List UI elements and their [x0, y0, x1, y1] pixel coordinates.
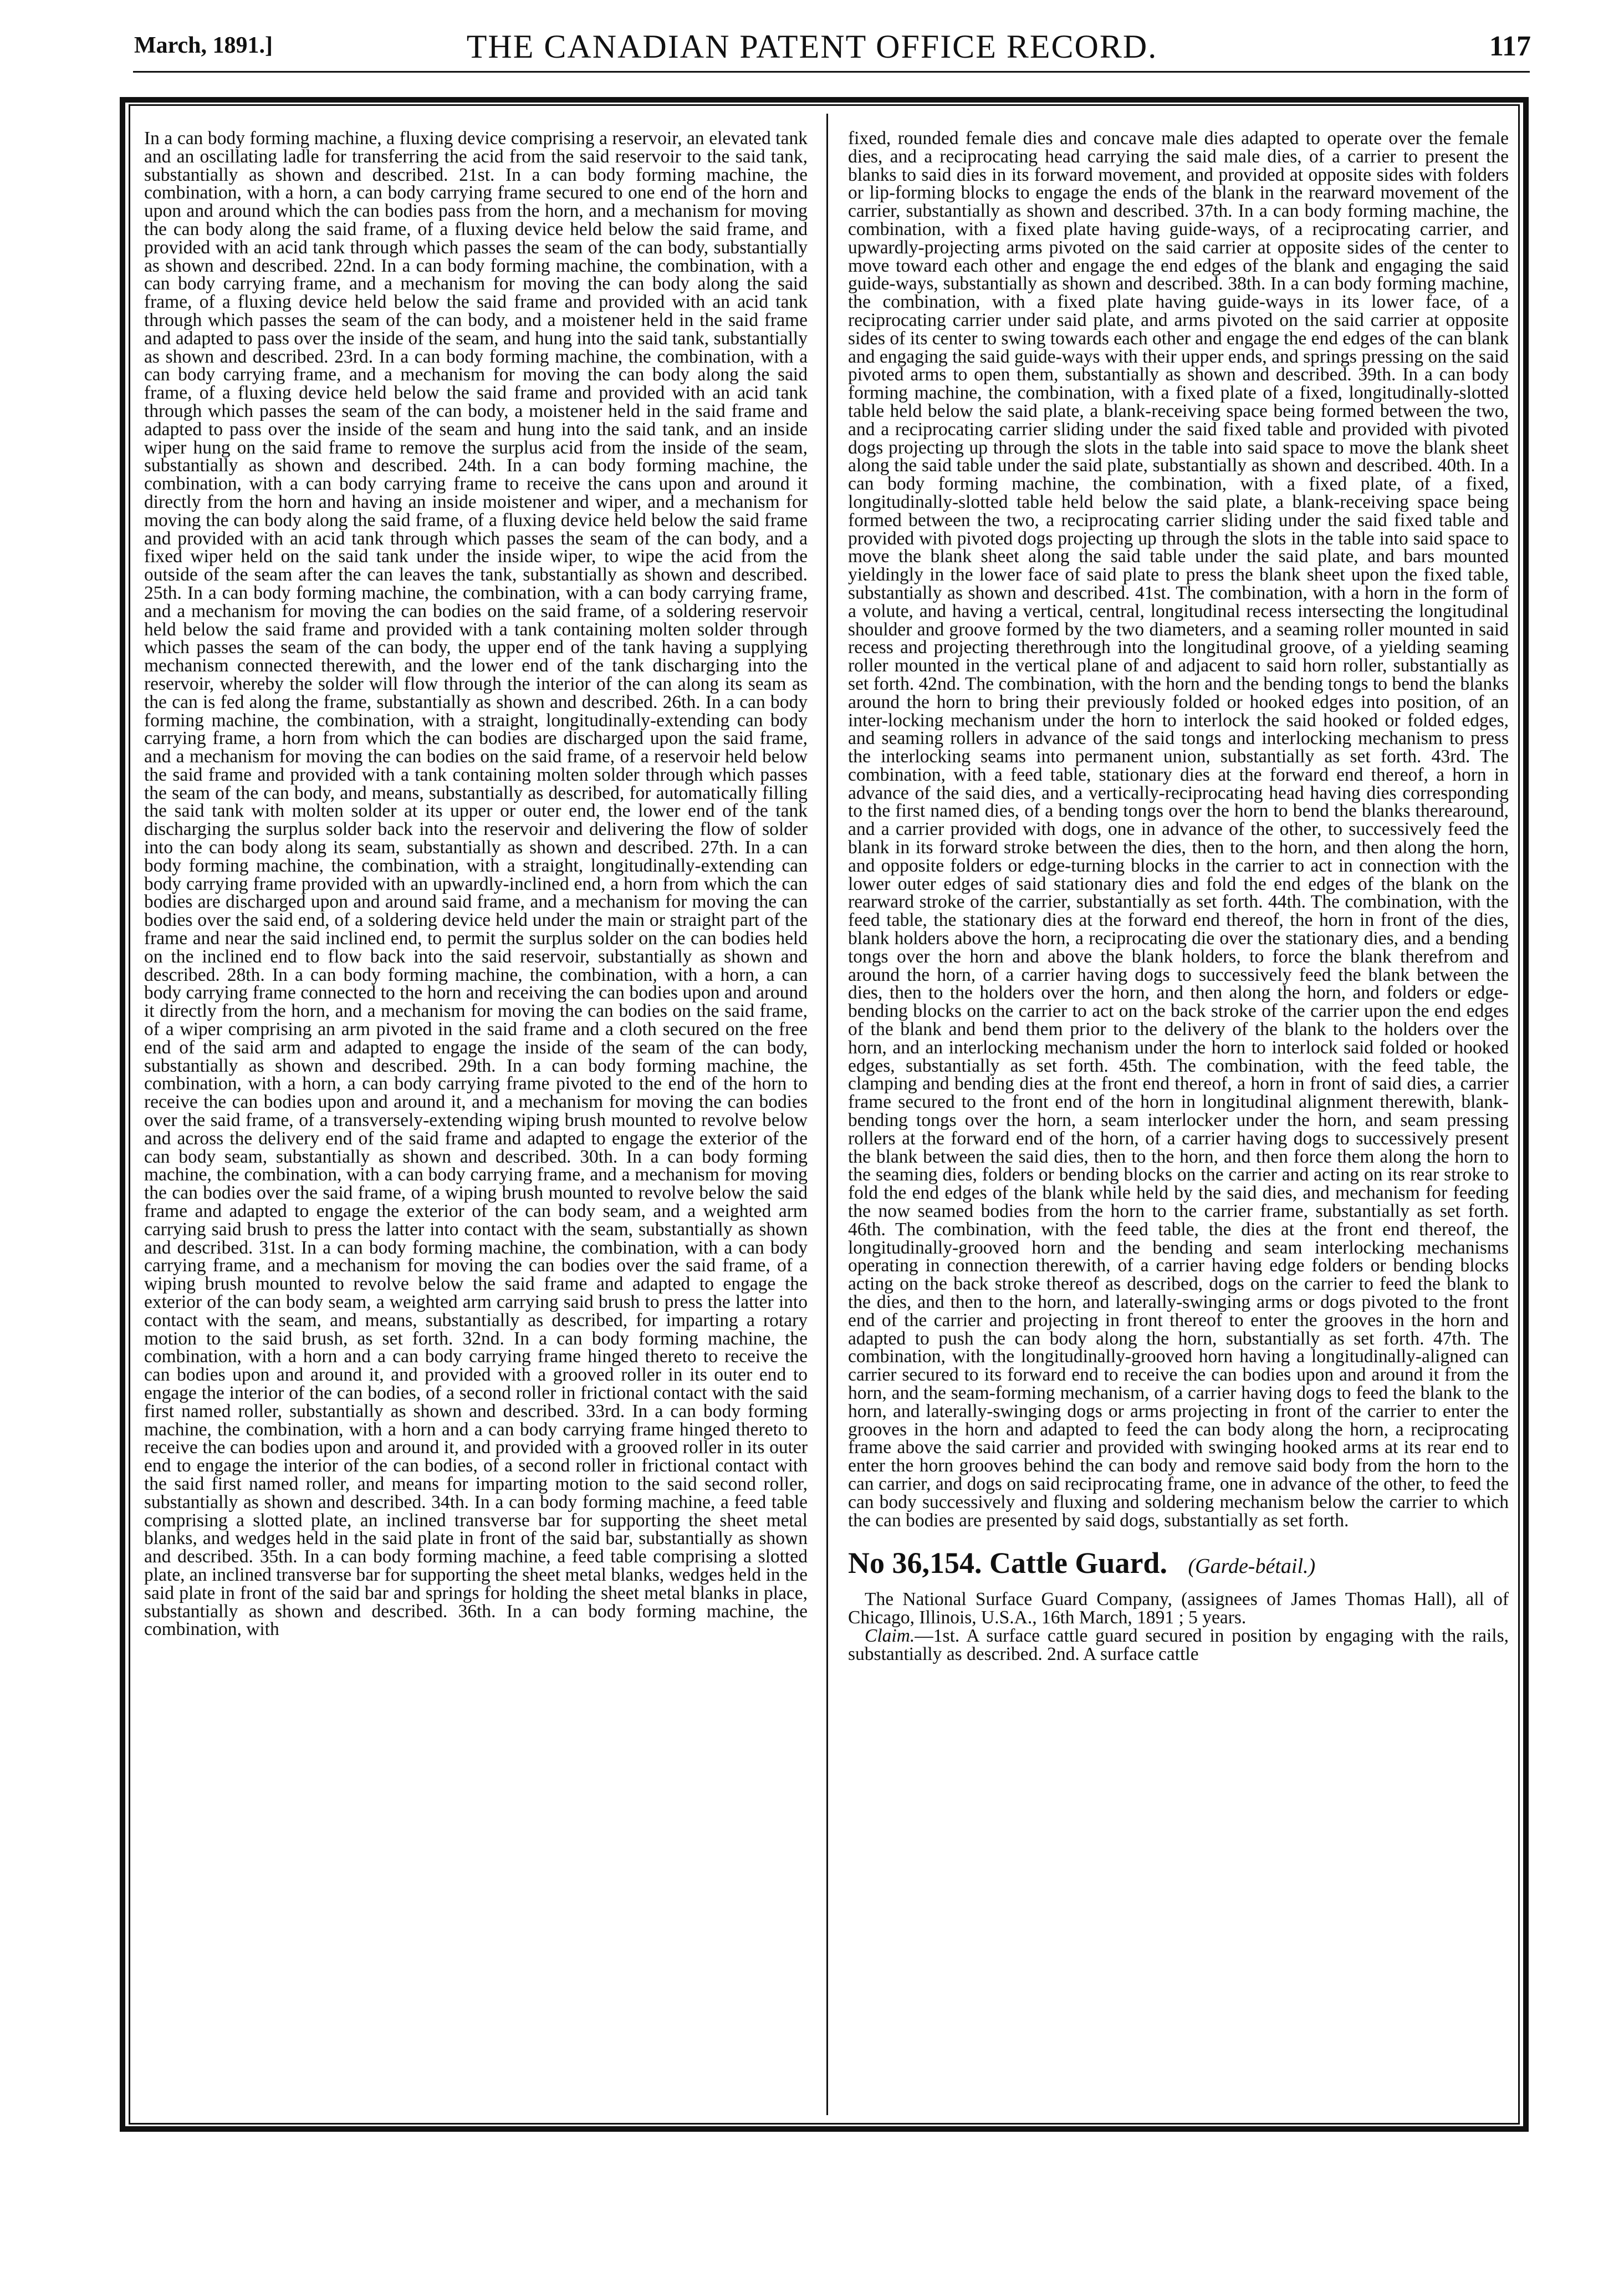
column-divider — [826, 114, 828, 2115]
patent-assignee: The National Surface Guard Company, (assignees of James Thomas Hall), all of Chicago, Illinois, U.S.A., 16th March, 1891 ; 5 years. — [848, 1589, 1509, 1628]
left-column — [144, 130, 808, 2101]
claim-text: —1st. A surface cattle guard secured in position by engaging with the rails, substantially as described. 2nd. A surface cattle — [848, 1625, 1509, 1664]
header-rule — [133, 71, 1530, 73]
patent-claim — [848, 1627, 1509, 1664]
patent-number: No 36,154. — [848, 1546, 982, 1580]
right-column-text: fixed, rounded female dies and concave male dies adapted to operate over the female dies, and a reciprocating head carrying the said male dies, of a carrier to present the blanks to said dies in its forward movement, and provided at opposite sides with folders or lip-forming blocks to engage the ends of the blank in the rearward movement of the carrier, substantially as shown and described. 37th. In a can body forming machine, the combination, with a fixed plate having guide-ways, of a reciprocating carrier, and upwardly-projecting arms pivoted on the said carrier at opposite sides of the center to move toward each other and engage the end edges of the blank and engaging the said guide-ways, substantially as shown and described. 38th. In a can body forming machine, the combination, with a fixed plate having guide-ways in its lower face, of a reciprocating carrier under said plate, and arms pivoted on the said carrier at opposite sides of its center to swing towards each other and engage the end edges of the can blank and engaging the said guide-ways with their upper ends, and springs pressing on the said pivoted arms to open them, substantially as shown and described. 39th. In a can body forming machine, the combination, with a fixed plate of a fixed, longitudinally-slotted table held below the said plate, a blank-receiving space being formed between the two, and a reciprocating carrier sliding under the said fixed table and provided with pivoted dogs projecting up through the slots in the table into said space to move the blank sheet along the said table under the said plate, substantially as shown and described. 40th. In a can body forming machine, the combination, with a fixed plate, of a fixed, longitudinally-slotted table held below the said plate, a blank-receiving space being formed between the two, a reciprocating carrier sliding under the said fixed table and provided with pivoted dogs projecting up through the slots in the table into said space to move the blank sheet along the said table under the said plate, and bars mounted yieldingly in the lower face of said plate to press the blank sheet upon the fixed table, substantially as shown and described. 41st. The combination, with a horn in the form of a volute, and having a vertical, central, longitudinal recess intersecting the longitudinal shoulder and groove formed by the two diameters, and a seaming roller mounted in said recess and projecting therethrough into the longitudinal groove, of a yielding seaming roller mounted in the vertical plane of and adjacent to said horn roller, substantially as set forth. 42nd. The combination, with the horn and the bending tongs to bend the blanks around the horn to bring their previously folded or hooked edges into position, of an inter-locking mechanism under the horn to interlock the said hooked or folded edges, and seaming rollers in advance of the said tongs and interlocking mechanism to press the interlocking seams into permanent union, substantially as set forth. 43rd. The combination, with a feed table, stationary dies at the forward end thereof, a horn in advance of the said dies, and a vertically-reciprocating head having dies corresponding to the first named dies, of a bending tongs over the horn to bend the blanks therearound, and a carrier provided with dogs, one in advance of the other, to successively feed the blank in its forward stroke between the dies, then to the horn, and then along the horn, and opposite folders or edge-turning blocks in the carrier to act in connection with the lower outer edges of said stationary dies and fold the end edges of the blank on the rearward stroke of the carrier, substantially as set forth. 44th. The combination, with the feed table, the stationary dies at the forward end thereof, the horn in front of the dies, blank holders above the horn, a reciprocating die over the stationary dies, and a bending tongs over the horn and above the blank holders, to force the blank therefrom and around the horn, of a carrier having dogs to successively feed the blank between the dies, then to the holders over the horn, and then along the horn, and folders or edge-bending blocks on the carrier to act on the back stroke of the carrier upon the end edges of the blank and bend them prior to the delivery of the blank to the holders over the horn, and an interlocking mechanism under the horn to interlock said folded or hooked edges, substantially as set forth. 45th. The combination, with the feed table, the clamping and bending dies at the front end thereof, a horn in front of said dies, a carrier frame secured to the front end of the horn in longitudinal alignment therewith, blank-bending tongs over the horn, a seam interlocker under the horn, and seam pressing rollers at the forward end of the horn, of a carrier having dogs to successively present the blank between the said dies, then to the horn, and then force them along the horn to the seaming dies, folders or bending blocks on the carrier and acting on its rear stroke to fold the end edges of the blank while held by the said dies, and mechanism for feeding the now seamed bodies from the horn to the carrier frame, substantially as set forth. 46th. The combination, with the feed table, the dies at the front end thereof, the longitudinally-grooved horn and the bending and seam interlocking mechanisms operating in connection therewith, of a carrier having edge folders or bending blocks acting on the back stroke thereof as described, dogs on the carrier to feed the blank to the dies, and then to the horn, and laterally-swinging arms or dogs pivoted to the front end of the carrier and projecting in front thereof to enter the grooves in the horn and adapted to push the can body along the horn, substantially as set forth. 47th. The combination, with the longitudinally-grooved horn having a longitudinally-aligned can carrier secured to its forward end to receive the can bodies upon and around it from the horn, and the seam-forming mechanism, of a carrier having dogs to feed the blank to the horn, and laterally-swinging dogs or arms projecting in front of the carrier to enter the grooves in the horn and adapted to feed the can body along the horn, a reciprocating frame above the said carrier and provided with swinging hooked arms at its rear end to enter the horn grooves behind the can body and remove said body from the horn to the can carrier, and dogs on said reciprocating frame, one in advance of the other, to feed the can body successively and fluxing and soldering mechanism below the carrier to which the can bodies are presented by said dogs, substantially as set forth. — [848, 130, 1509, 1531]
header-date: March, 1891.] — [134, 33, 273, 58]
claim-label: Claim. — [865, 1625, 915, 1646]
patent-french-title: (Garde-bétail.) — [1188, 1555, 1316, 1578]
page-number: 117 — [1489, 30, 1531, 62]
patent-title: Cattle Guard. — [989, 1546, 1167, 1580]
left-column-text: In a can body forming machine, a fluxing device comprising a reservoir, an elevated tank and an oscillating ladle for transferring the acid from the said reservoir to the said tank, substantially as shown and described. 21st. In a can body forming machine, the combination, with a horn, a can body carrying frame secured to one end of the horn and upon and around which the can bodies pass from the horn, and a mechanism for moving the can body along the said frame, of a fluxing device held below the said frame, and provided with an acid tank through which passes the seam of the can body, substantially as shown and described. 22nd. In a can body forming machine, the combination, with a can body carrying frame, and a mechanism for moving the can body along the said frame, of a fluxing device held below the said frame and provided with an acid tank through which passes the seam of the can body, and a moistener held in the said frame and adapted to pass over the inside of the seam, and hung into the said tank, substantially as shown and described. 23rd. In a can body forming machine, the combination, with a can body carrying frame, and a mechanism for moving the can body along the said frame, of a fluxing device held below the said frame and provided with an acid tank through which passes the seam of the can body, a moistener held in the said frame and adapted to pass over the inside of the seam and hung into the said tank, and an inside wiper hung on the said frame to remove the surplus acid from the inside of the seam, substantially as shown and described. 24th. In a can body forming machine, the combination, with a can body carrying frame to receive the cans upon and around it directly from the horn and having an inside moistener and wiper, and a mechanism for moving the can body along the said frame, of a fluxing device held below the said frame and provided with an acid tank through which passes the seam of the can body, and a fixed wiper held on the said tank under the inside wiper, to wipe the acid from the outside of the seam after the can leaves the tank, substantially as shown and described. 25th. In a can body forming machine, the combination, with a can body carrying frame, and a mechanism for moving the can bodies on the said frame, of a soldering reservoir held below the said frame and provided with a tank containing molten solder through which passes the seam of the can body, the upper end of the tank having a supplying mechanism connected therewith, and the lower end of the tank discharging into the reservoir, whereby the solder will flow through the interior of the can along its seam as the can is fed along the frame, substantially as shown and described. 26th. In a can body forming machine, the combination, with a straight, longitudinally-extending can body carrying frame, a horn from which the can bodies are discharged upon the said frame, and a mechanism for moving the can bodies on the said frame, of a reservoir held below the said frame and provided with a tank containing molten solder through which passes the seam of the can body, and means, substantially as described, for automatically filling the said tank with molten solder at its upper or outer end, the lower end of the tank discharging the surplus solder back into the reservoir and delivering the flow of solder into the can body along its seam, substantially as shown and described. 27th. In a can body forming machine, the combination, with a straight, longitudinally-extending can body carrying frame provided with an upwardly-inclined end, a horn from which the can bodies are discharged upon and around said frame, and a mechanism for moving the can bodies over the said end, of a soldering device held under the main or straight part of the frame and near the said inclined end, to permit the surplus solder on the can bodies held on the inclined end to flow back into the said reservoir, substantially as shown and described. 28th. In a can body forming machine, the combination, with a horn, a can body carrying frame connected to the horn and receiving the can bodies upon and around it directly from the horn, and a mechanism for moving the can bodies on the said frame, of a wiper comprising an arm pivoted in the said frame and a cloth secured on the free end of the said arm and adapted to engage the inside of the seam of the can body, substantially as shown and described. 29th. In a can body forming machine, the combination, with a horn, a can body carrying frame pivoted to the end of the horn to receive the can bodies upon and around it, and a mechanism for moving the can bodies over the said frame, of a transversely-extending wiping brush mounted to revolve below and across the delivery end of the said frame and adapted to engage the exterior of the can body seam, substantially as shown and described. 30th. In a can body forming machine, the combination, with a can body carrying frame, and a mechanism for moving the can bodies over the said frame, of a wiping brush mounted to revolve below the said frame and adapted to engage the exterior of the can body seam, and a weighted arm carrying said brush to press the latter into contact with the seam, substantially as shown and described. 31st. In a can body forming machine, the combination, with a can body carrying frame, and a mechanism for moving the can bodies over the said frame, of a wiping brush mounted to revolve below the said frame and adapted to engage the exterior of the can body seam, a weighted arm carrying said brush to press the latter into contact with the seam, and means, substantially as described, for imparting a rotary motion to the said brush, as set forth. 32nd. In a can body forming machine, the combination, with a horn and a can body carrying frame hinged thereto to receive the can bodies upon and around it, and provided with a grooved roller in its outer end to engage the interior of the can bodies, of a second roller in frictional contact with the said first named roller, substantially as shown and described. 33rd. In a can body forming machine, the combination, with a horn and a can body carrying frame hinged thereto to receive the can bodies upon and around it, and provided with a grooved roller in its outer end to engage the interior of the can bodies, of a second roller in frictional contact with the said first named roller, and means for imparting motion to the said second roller, substantially as shown and described. 34th. In a can body forming machine, a feed table comprising a slotted plate, an inclined transverse bar for supporting the sheet metal blanks, and wedges held in the said plate in front of the said bar, substantially as shown and described. 35th. In a can body forming machine, a feed table comprising a slotted plate, an inclined transverse bar for supporting the sheet metal blanks, wedges held in the said plate in front of the said bar and springs for holding the sheet metal blanks in place, substantially as shown and described. 36th. In a can body forming machine, the combination, with — [144, 130, 808, 1640]
patent-heading — [848, 1546, 1509, 1583]
journal-title: THE CANADIAN PATENT OFFICE RECORD. — [466, 28, 1158, 65]
right-column — [848, 130, 1509, 2076]
